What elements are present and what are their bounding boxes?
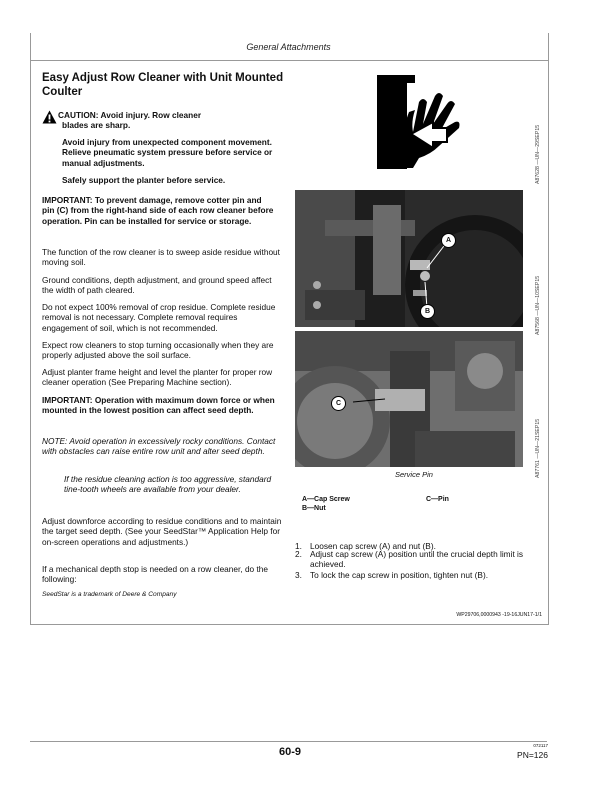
running-header: General Attachments — [246, 42, 331, 52]
hand-cut-hazard-icon — [375, 72, 475, 172]
photo-service-pin — [295, 331, 523, 467]
paragraph-frame-height: Adjust planter frame height and level the planter for proper row cleaner operation (See Preparing Machine section). — [42, 367, 273, 388]
section-title: Easy Adjust Row Cleaner with Unit Mounted Coulter — [42, 72, 284, 98]
step-number-1: 1. — [295, 541, 302, 551]
paragraph-removal: Do not expect 100% removal of crop residue. Complete residue removal is not necessary. Complete removal requires engagement of soil, which is not recommended. — [42, 302, 276, 333]
legend-cap-screw: A—Cap Screw — [302, 496, 350, 503]
step-3: To lock the cap screw in position, tighten nut (B). — [310, 570, 489, 580]
figure-caption: Service Pin — [395, 470, 433, 479]
trademark-note: SeedStar is a trademark of Deere & Company — [42, 591, 177, 598]
figure-id-screw: A87568 —UN—10SEP15 — [535, 275, 541, 335]
step-number-3: 3. — [295, 570, 302, 580]
paragraph-stop-turning: Expect row cleaners to stop turning occasionally when they are properly adjusted above the soil surface. — [42, 340, 274, 361]
legend-nut: B—Nut — [302, 505, 326, 512]
callout-c: C — [331, 396, 346, 411]
paragraph-depth-stop: If a mechanical depth stop is needed on a row cleaner, do the following: — [42, 564, 269, 585]
doc-reference: WP29706,0000943 -19-16JUN17-1/1 — [456, 612, 542, 618]
paragraph-conditions: Ground conditions, depth adjustment, and ground speed affect the width of path cleared. — [42, 275, 272, 296]
footer-code: 072117 — [533, 743, 548, 748]
caution-paragraph-support: Safely support the planter before service. — [62, 175, 226, 185]
step-1: Loosen cap screw (A) and nut (B). — [310, 541, 436, 551]
caution-label-cont: blades are sharp. — [62, 120, 131, 130]
paragraph-function: The function of the row cleaner is to sweep aside residue without moving soil. — [42, 247, 280, 268]
figure-id-hazard: A87628 —UN—29SEP15 — [535, 124, 541, 184]
caution-paragraph: Avoid injury from unexpected component movement. Relieve pneumatic system pressure before service or manual adjustments. — [62, 137, 273, 168]
pn-label: PN=126 — [517, 750, 548, 760]
figure-id-pin: A87761 —UN—21SEP15 — [535, 418, 541, 478]
caution-label: CAUTION: Avoid injury. Row cleaner — [58, 110, 202, 120]
photo-illustration — [295, 190, 523, 327]
important-note-pin: IMPORTANT: To prevent damage, remove cotter pin and pin (C) from the right-hand side of each row cleaner before operation. Pin can be installed for service or storage. — [42, 195, 274, 226]
paragraph-downforce: Adjust downforce according to residue conditions and to maintain the target seed depth. (See your SeedStar™ Application Help for on-screen operations and adjustments.) — [42, 516, 282, 547]
note-rocky: NOTE: Avoid operation in excessively rocky conditions. Contact with obstacles can raise entire row unit and alter seed depth. — [42, 436, 276, 457]
page-number: 60-9 — [278, 746, 302, 758]
step-2: Adjust cap screw (A) position until the crucial depth limit is achieved. — [310, 549, 524, 570]
legend-pin: C—Pin — [426, 496, 449, 503]
photo-cap-screw-nut — [295, 190, 523, 327]
step-number-2: 2. — [295, 549, 302, 559]
photo-illustration-pin — [295, 331, 523, 467]
note-dealer: If the residue cleaning action is too aggressive, standard tine-tooth wheels are available from your dealer. — [64, 474, 272, 495]
warning-triangle-icon — [42, 110, 57, 124]
footer-rule — [30, 741, 547, 742]
important-note-downforce: IMPORTANT: Operation with maximum down force or when mounted in the lowest position can affect seed depth. — [42, 395, 275, 416]
callout-a: A — [441, 233, 456, 248]
callout-b: B — [420, 304, 435, 319]
